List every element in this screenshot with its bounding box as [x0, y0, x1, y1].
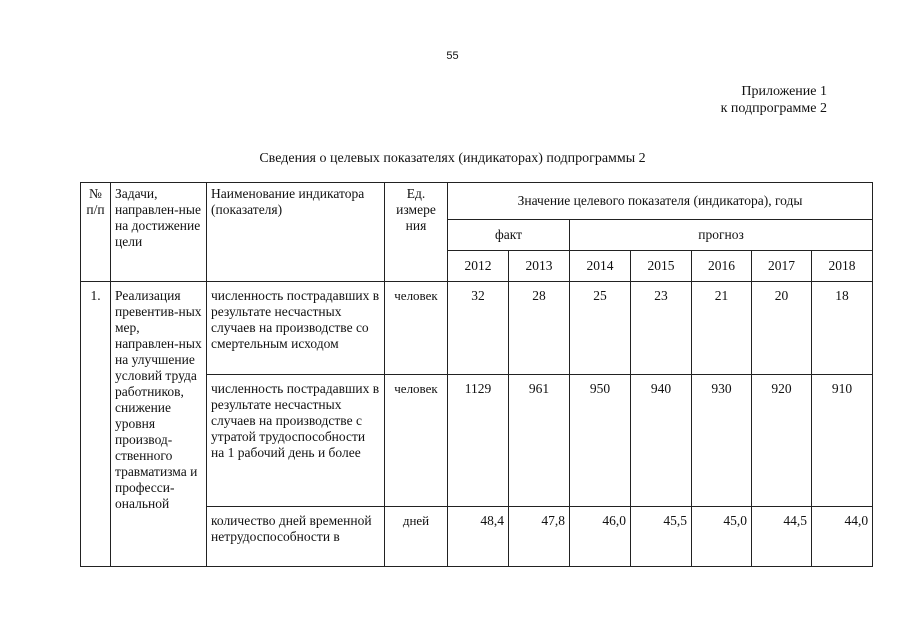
unit-cell: дней	[385, 507, 448, 567]
indicator-cell: численность пострадавших в результате несчастных случаев на производстве с утратой трудоспособности на 1 рабочий день и более	[207, 375, 385, 507]
header-indicator: Наименование индикатора (показателя)	[207, 183, 385, 282]
header-num: № п/п	[81, 183, 111, 282]
year-cell: 2014	[570, 251, 631, 282]
value-cell: 32	[448, 282, 509, 375]
appendix-line-2: к подпрограмме 2	[720, 101, 827, 116]
header-value-group: Значение целевого показателя (индикатора), годы	[448, 183, 873, 220]
value-cell: 44,0	[812, 507, 873, 567]
value-cell: 950	[570, 375, 631, 507]
indicators-table	[80, 182, 873, 567]
value-cell: 28	[509, 282, 570, 375]
unit-cell: человек	[385, 375, 448, 507]
value-cell: 940	[631, 375, 692, 507]
value-cell: 18	[812, 282, 873, 375]
value-cell: 45,5	[631, 507, 692, 567]
task-cell: Реализация превентив-ных мер, направлен-ных на улучшение условий труда работников, снижение уровня производ-ственного травматизма и професси-ональной	[111, 282, 207, 567]
appendix-line-1: Приложение 1	[741, 84, 827, 99]
unit-cell: человек	[385, 282, 448, 375]
page-number: 55	[446, 50, 459, 62]
document-title: Сведения о целевых показателях (индикаторах) подпрограммы 2	[259, 151, 646, 166]
indicator-cell: количество дней временной нетрудоспособности в	[207, 507, 385, 567]
year-cell: 2013	[509, 251, 570, 282]
row-number: 1.	[81, 282, 111, 567]
value-cell: 20	[752, 282, 812, 375]
value-cell: 920	[752, 375, 812, 507]
value-cell: 910	[812, 375, 873, 507]
year-cell: 2012	[448, 251, 509, 282]
header-fact: факт	[448, 220, 570, 251]
value-cell: 47,8	[509, 507, 570, 567]
year-cell: 2016	[692, 251, 752, 282]
value-cell: 45,0	[692, 507, 752, 567]
value-cell: 930	[692, 375, 752, 507]
value-cell: 25	[570, 282, 631, 375]
header-tasks: Задачи, направлен-ные на достижение цели	[111, 183, 207, 282]
value-cell: 1129	[448, 375, 509, 507]
value-cell: 23	[631, 282, 692, 375]
value-cell: 46,0	[570, 507, 631, 567]
year-cell: 2015	[631, 251, 692, 282]
indicator-cell: численность пострадавших в результате несчастных случаев на производстве со смертельным исходом	[207, 282, 385, 375]
appendix-note	[721, 83, 827, 117]
header-row-1	[81, 183, 873, 220]
table-row	[81, 282, 873, 375]
header-forecast: прогноз	[570, 220, 873, 251]
year-cell: 2018	[812, 251, 873, 282]
value-cell: 21	[692, 282, 752, 375]
value-cell: 961	[509, 375, 570, 507]
year-cell: 2017	[752, 251, 812, 282]
header-unit: Ед. измере ния	[385, 183, 448, 282]
value-cell: 44,5	[752, 507, 812, 567]
value-cell: 48,4	[448, 507, 509, 567]
